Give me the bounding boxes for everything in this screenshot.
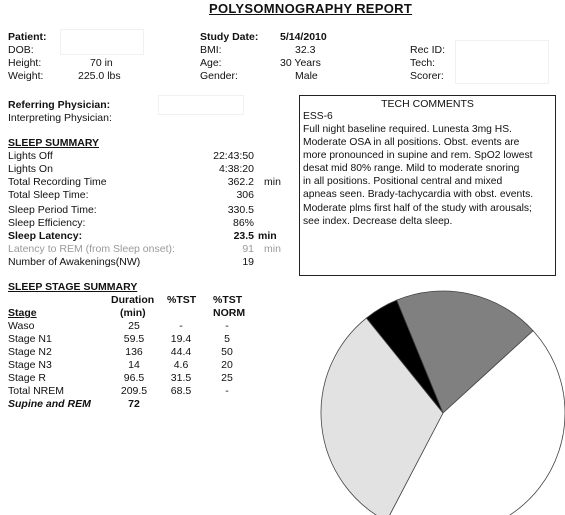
stage-duration: 136 <box>125 346 143 358</box>
stage-norm: 50 <box>221 346 233 358</box>
duration-header: Duration <box>111 294 155 306</box>
gender-label: Gender: <box>200 70 238 82</box>
sleep-summary-table <box>8 150 298 270</box>
stage-duration: 14 <box>128 359 140 371</box>
stage-summary-heading: SLEEP STAGE SUMMARY <box>8 281 138 293</box>
stage-name: Total NREM <box>8 385 65 397</box>
table-row <box>8 372 248 384</box>
stage-tst: 31.5 <box>170 372 192 384</box>
tech-label: Tech: <box>410 57 436 69</box>
stage-table <box>8 320 253 410</box>
tech-comment-line: Moderate plms first half of the study with arousals; <box>303 203 532 214</box>
tech-comment-line: apneas seen. Brady-tachycardia with obst. events. <box>303 189 534 200</box>
sleep-summary-label: Number of Awakenings(NW) <box>8 256 141 268</box>
tech-comment-line: desat mid 80% range. Mild to moderate snoring <box>303 163 520 174</box>
patient-label: Patient: <box>8 31 47 43</box>
tech-comments-box <box>299 95 556 276</box>
rem-latency-label: Latency to REM (from Sleep onset): <box>8 243 175 255</box>
stage-duration: 59.5 <box>123 333 145 345</box>
stage-norm: 25 <box>221 372 233 384</box>
tech-comment-line: more pronounced in supine and rem. SpO2 lowest <box>303 150 533 161</box>
tech-comments-heading: TECH COMMENTS <box>381 98 474 110</box>
study-date-label: Study Date: <box>200 31 259 43</box>
dob-label: DOB: <box>8 44 34 56</box>
sleep-summary-value: 330.5 <box>227 204 254 216</box>
stage-name: Supine and REM <box>8 398 91 410</box>
rec-id-label: Rec ID: <box>410 44 446 56</box>
sleep-summary-label: Sleep Efficiency: <box>8 217 86 229</box>
sleep-summary-value: 22:43:50 <box>213 150 254 162</box>
tech-comment-line: Full night baseline required. Lunesta 3mg HS. <box>303 124 512 135</box>
referring-physician-label: Referring Physician: <box>8 99 111 111</box>
tech-comment-line: see index. Decrease delta sleep. <box>303 216 453 227</box>
report-title: POLYSOMNOGRAPHY REPORT <box>209 1 413 16</box>
height-value: 70 in <box>90 57 113 69</box>
redacted-patient-info <box>60 29 144 55</box>
tst-norm-header: %TST <box>213 294 243 306</box>
redacted-id-info <box>455 40 549 84</box>
scorer-label: Scorer: <box>410 70 444 82</box>
table-row <box>8 398 248 410</box>
sleep-latency-label: Sleep Latency: <box>8 230 83 242</box>
stage-tst: 68.5 <box>170 385 192 397</box>
stage-name: Stage R <box>8 372 46 384</box>
stage-norm: - <box>225 385 229 397</box>
age-label: Age: <box>200 57 222 69</box>
weight-value: 225.0 lbs <box>78 70 121 82</box>
stage-name: Stage N3 <box>8 359 52 371</box>
tst-header: %TST <box>167 294 197 306</box>
sleep-summary-heading: SLEEP SUMMARY <box>8 137 100 149</box>
height-label: Height: <box>8 57 42 69</box>
sleep-summary-label: Lights On <box>8 163 53 175</box>
table-row <box>8 346 248 358</box>
sleep-summary-value: 19 <box>242 256 254 268</box>
stage-tst: 19.4 <box>170 333 192 345</box>
tech-comment-line: in all positions. Positional central and mixed <box>303 176 503 187</box>
rem-latency-unit: min <box>264 243 281 255</box>
stage-norm: 5 <box>224 333 230 345</box>
stage-norm: - <box>225 320 229 332</box>
sleep-summary-label: Sleep Period Time: <box>8 204 97 216</box>
sleep-summary-label: Total Sleep Time: <box>8 189 89 201</box>
tech-comment-line: Moderate OSA in all positions. Obst. events are <box>303 137 520 148</box>
sleep-summary-label: Total Recording Time <box>8 176 107 188</box>
stage-header: Stage <box>8 307 37 319</box>
sleep-latency-unit: min <box>258 230 277 242</box>
stage-name: Waso <box>8 320 35 332</box>
sleep-summary-value: 86% <box>232 217 254 229</box>
age-value: 30 Years <box>280 57 321 69</box>
stage-norm: 20 <box>221 359 233 371</box>
sleep-stage-pie-chart <box>300 270 565 515</box>
duration-unit-header: (min) <box>120 307 146 319</box>
gender-value: Male <box>295 70 318 82</box>
sleep-summary-value: 306 <box>236 189 254 201</box>
sleep-summary-unit: min <box>264 176 281 188</box>
weight-label: Weight: <box>8 70 44 82</box>
tech-comment-line: ESS-6 <box>303 111 333 122</box>
redacted-physician <box>158 95 244 115</box>
table-row <box>8 333 248 345</box>
study-date-value: 5/14/2010 <box>280 31 327 43</box>
stage-duration: 25 <box>128 320 140 332</box>
stage-tst: - <box>179 320 183 332</box>
stage-duration: 96.5 <box>123 372 145 384</box>
sleep-latency-value: 23.5 <box>233 230 254 242</box>
sleep-summary-value: 362.2 <box>227 176 254 188</box>
stage-tst: 4.6 <box>173 359 189 371</box>
interpreting-physician-label: Interpreting Physician: <box>8 112 112 124</box>
stage-name: Stage N1 <box>8 333 52 345</box>
table-row <box>8 359 248 371</box>
stage-tst: 44.4 <box>170 346 192 358</box>
stage-duration: 209.5 <box>120 385 148 397</box>
table-row <box>8 385 248 397</box>
stage-duration: 72 <box>128 398 140 410</box>
table-row <box>8 320 248 332</box>
bmi-label: BMI: <box>200 44 222 56</box>
sleep-summary-value: 4:38:20 <box>218 163 254 175</box>
sleep-summary-label: Lights Off <box>8 150 53 162</box>
bmi-value: 32.3 <box>295 44 316 56</box>
norm-header: NORM <box>213 307 246 319</box>
rem-latency-value: 91 <box>242 243 254 255</box>
stage-name: Stage N2 <box>8 346 52 358</box>
